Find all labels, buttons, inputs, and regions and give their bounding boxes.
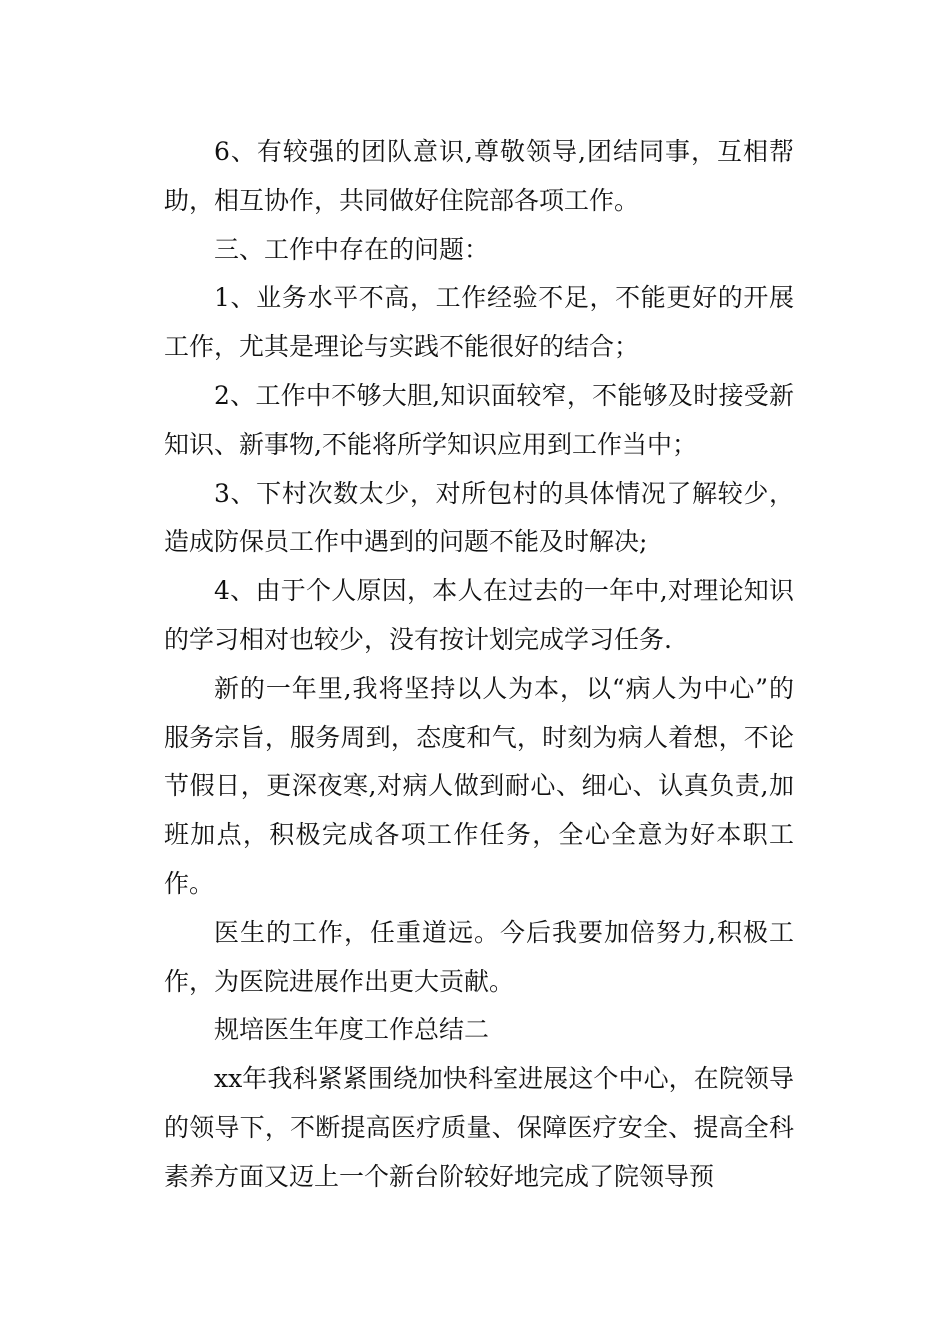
paragraph-problem-4: 4、由于个人原因，本人在过去的一年中,对理论知识的学习相对也较少，没有按计划完成学习任务. (164, 576, 794, 654)
paragraph-problem-3: 3、下村次数太少，对所包村的具体情况了解较少，造成防保员工作中遇到的问题不能及时解决; (164, 478, 794, 557)
paragraph-summary-two-intro: xx年我科紧紧围绕加快科室进展这个中心，在院领导的领导下，不断提高医疗质量、保障医疗安全、提高全科素养方面又迈上一个新台阶较好地完成了院领导预 (164, 1064, 794, 1191)
paragraph-new-year-plan: 新的一年里,我将坚持以人为本，以“病人为中心”的服务宗旨，服务周到，态度和气，时刻为病人着想，不论节假日，更深夜寒,对病人做到耐心、细心、认真负责,加班加点，积极完成各项工作任务，全心全意为好本职工作。 (164, 673, 794, 898)
paragraph-teamwork: 6、有较强的团队意识,尊敬领导,团结同事，互相帮助，相互协作，共同做好住院部各项工作。 (164, 137, 794, 215)
paragraph-closing: 医生的工作，任重道远。今后我要加倍努力,积极工作，为医院进展作出更大贡献。 (164, 917, 794, 996)
section-title-summary-two: 规培医生年度工作总结二 (214, 1015, 490, 1045)
paragraph-problem-2: 2、工作中不够大胆,知识面较窄，不能够及时接受新知识、新事物,不能将所学知识应用到工作当中； (164, 380, 794, 459)
document-body (164, 128, 794, 1202)
paragraph-problem-1: 1、业务水平不高，工作经验不足，不能更好的开展工作，尤其是理论与实践不能很好的结合； (164, 283, 794, 362)
section-heading-problems: 三、工作中存在的问题： (214, 234, 490, 264)
